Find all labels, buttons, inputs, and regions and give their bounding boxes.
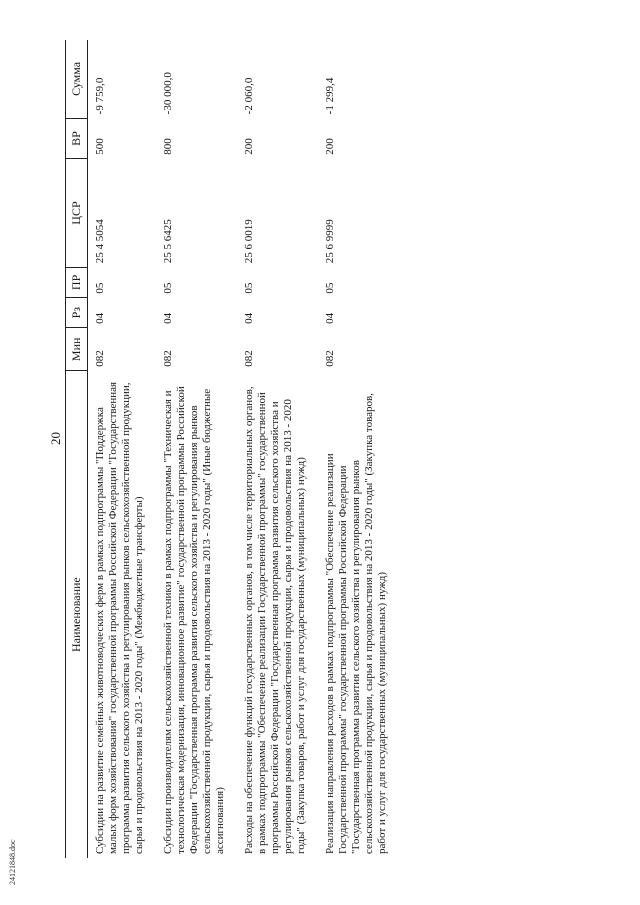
header-csr: ЦСР (66, 159, 88, 268)
row-name: Расходы на обеспечение функций государственных органов, в том числе территориальных органов, в рамках подпрограммы "Обеспечение реализации Государственной программы" государственной программы Российской Федерации "Государственная программа развития сельского хозяйства и регулирования рынков сельскохозяйственной продукции, сырья и продовольствия на 2013 - 2020 годы" (Закупка товаров, работ и услуг для государственных (муниципальных) нужд) (243, 386, 307, 854)
row-pr: 05 (324, 282, 336, 294)
row-min: 082 (324, 350, 336, 367)
row-vr: 200 (243, 138, 255, 155)
row-rz: 04 (324, 312, 336, 324)
table-row (237, 40, 318, 858)
row-pr: 05 (162, 282, 174, 294)
table-row (318, 40, 399, 858)
header-sum: Сумма (66, 40, 88, 118)
row-csr: 25 6 0019 (243, 219, 255, 264)
header-vr: ВР (66, 118, 88, 158)
row-min: 082 (162, 350, 174, 367)
row-min: 082 (243, 350, 255, 367)
row-rz: 04 (94, 312, 106, 324)
row-pr: 05 (94, 282, 106, 294)
row-name: Субсидии производителям сельскохозяйственной техники в рамках подпрограммы "Техническая и технологическая модернизация, инновационное развитие" государственной программы Российской Федерации "Государственная программа развития сельского хозяйства и регулирования рынков сельскохозяйственной продукции, сырья и продовольствия на 2013 - 2020 годы" (Иные бюджетные ассигнования) (162, 386, 226, 854)
budget-table (65, 40, 399, 858)
header-name: Наименование (66, 371, 88, 858)
row-min: 082 (94, 350, 106, 367)
row-pr: 05 (243, 282, 255, 294)
row-sum: -30 000,0 (162, 72, 174, 115)
row-rz: 04 (162, 312, 174, 324)
row-sum: -1 299,4 (324, 77, 336, 115)
header-min: Мин (66, 328, 88, 371)
row-csr: 25 4 5054 (94, 219, 106, 264)
budget-table-container (65, 40, 399, 858)
table-row (156, 40, 237, 858)
row-csr: 25 6 9999 (324, 219, 336, 264)
document-footer-code: 24121848.doc (8, 839, 17, 885)
row-vr: 200 (324, 138, 336, 155)
row-sum: -9 759,0 (94, 77, 106, 115)
header-rz: Рз (66, 298, 88, 328)
row-rz: 04 (243, 312, 255, 324)
row-vr: 500 (94, 138, 106, 155)
table-row (88, 40, 157, 858)
row-name: Субсидии на развитие семейных животноводческих ферм в рамках подпрограммы "Поддержка малых форм хозяйствования" государственной программы Российской Федерации "Государственная программа развития сельского хозяйства и регулирования рынков сельскохозяйственной продукции, сырья и продовольствия на 2013 - 2020 годы" (Межбюджетные трансферты) (94, 381, 145, 854)
header-pr: ПР (66, 267, 88, 297)
table-header-row (66, 40, 88, 858)
row-sum: -2 060,0 (243, 77, 255, 115)
row-csr: 25 5 6425 (162, 219, 174, 264)
page-number: 20 (48, 432, 63, 445)
row-name: Реализация направления расходов в рамках подпрограммы "Обеспечение реализации Государственной программы" государственной программы Российской Федерации "Государственная программа развития сельского хозяйства и регулирования рынков сельскохозяйственной продукции, сырья и продовольствия на 2013 - 2020 годы" (Закупка товаров, работ и услуг для государственных (муниципальных) нужд) (324, 393, 388, 854)
row-vr: 800 (162, 138, 174, 155)
